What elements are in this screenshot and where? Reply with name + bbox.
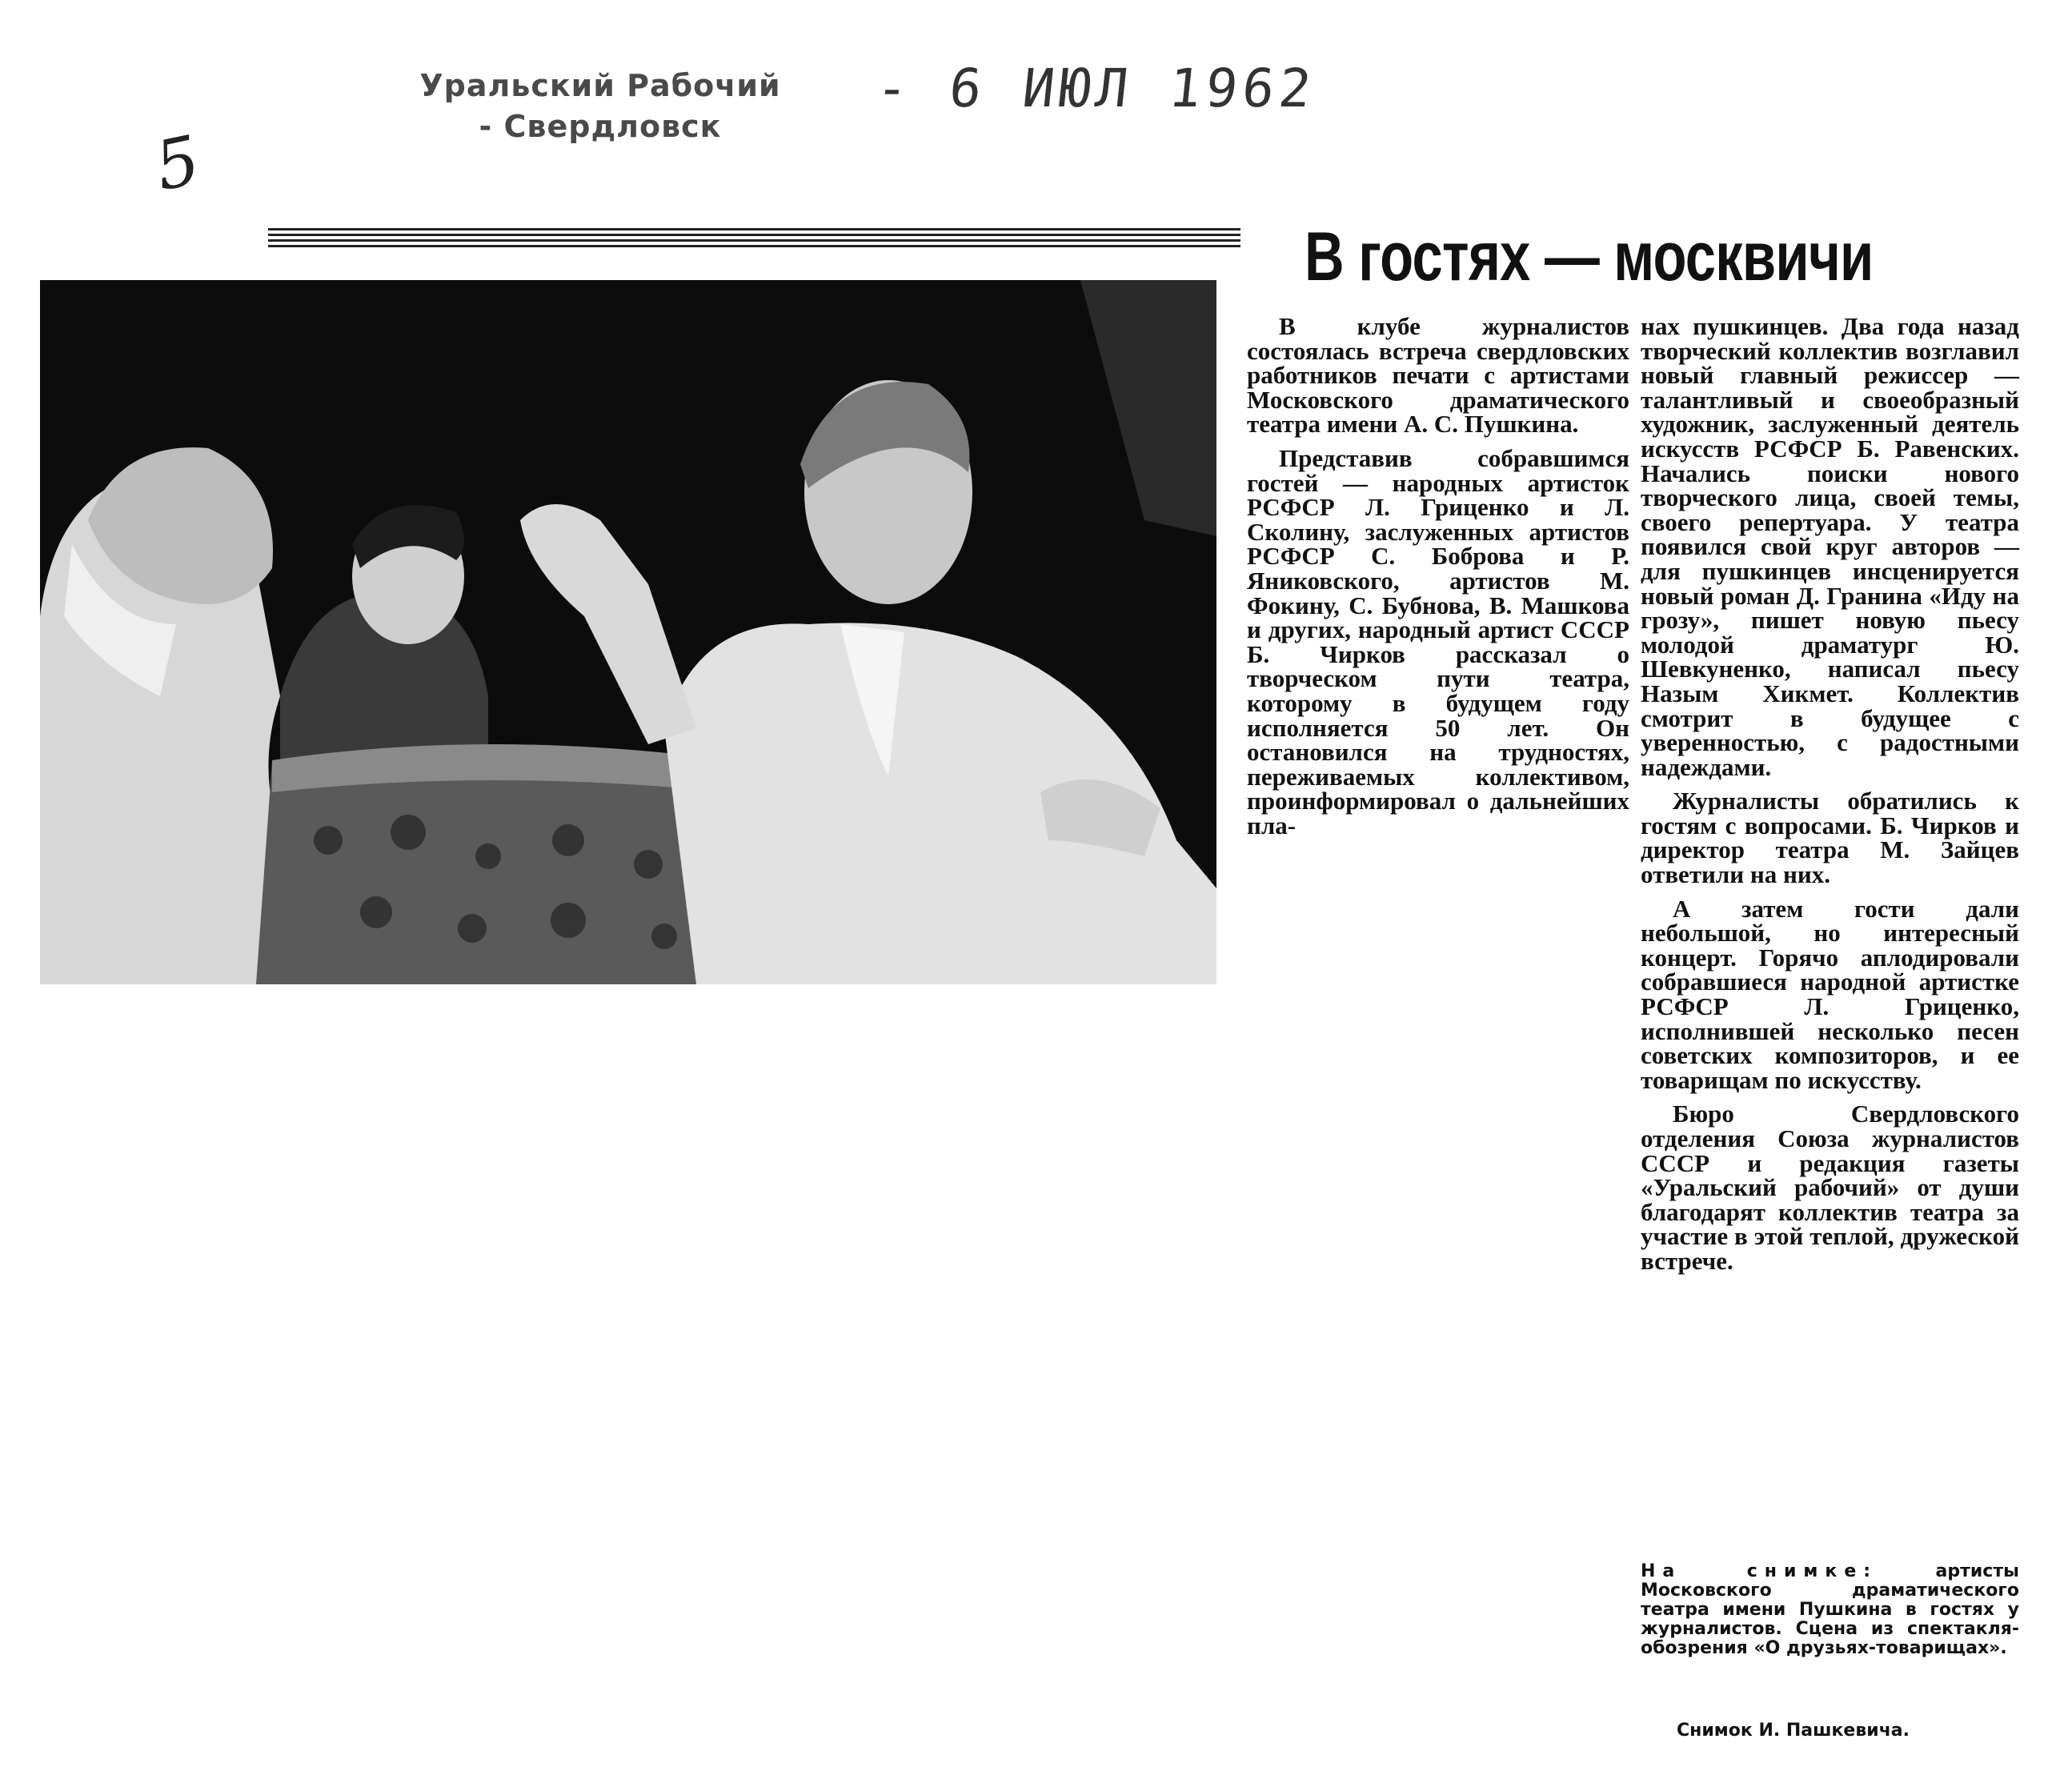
handwritten-folio-number: 5 [148,120,207,206]
photo-credit: Снимок И. Пашкевича. [1677,1721,1910,1741]
article-column-2 [1641,312,2019,1284]
paragraph: В клубе журналистов состоялась встреча свердловских работников печати с артистами Московского драматического театра имени А. С. Пушкина. [1247,312,1629,439]
caption-text: артисты Московского драматического театра имени Пушкина в гостях у журналистов. Сцена из спектакля-обозрения «О друзьях-товарищах». [1641,1561,2019,1658]
photo-caption [1641,1562,2019,1658]
paragraph: А затем гости дали небольшой, но интересный концерт. Горячо аплодировали собравшиеся народной артистке РСФСР Л. Гриценко, исполнившей несколько песен советских композиторов, и ее товарищам по искусству. [1641,894,2019,1094]
newspaper-stamp [416,66,784,148]
article-photo [40,280,1216,984]
paragraph-continued: нах пушкинцев. Два года назад творческий коллектив возглавил новый главный режиссер — талантливый и своеобразный художник, заслуженный деятель искусств РСФСР Б. Равенских. Начались поиски нового творческого лица, своей темы, своего репертуара. У театра появился свой круг авторов — для пушкинцев инсценируется новый роман Д. Гранина «Иду на грозу», пишет новую пьесу молодой драматург Ю. Шевкуненко, написал пьесу Назым Хикмет. Коллектив смотрит в будущее с уверенностью, с радостными надеждами. [1641,312,2019,781]
caption-label: На снимке: [1641,1561,1878,1581]
header-rules [268,228,1240,252]
stamp-newspaper-name: Уральский Рабочий [419,68,781,103]
stamp-city: - Свердловск [479,109,722,145]
article-headline: В гостях — москвичи [1305,218,1874,295]
paragraph: Журналисты обратились к гостям с вопросами. Б. Чирков и директор театра М. Зайцев ответили на них. [1641,787,2019,889]
stamp-date: - 6 ИЮЛ 1962 [872,58,1319,119]
paragraph: Бюро Свердловского отделения Союза журналистов СССР и редакция газеты «Уральский рабочий» от души благодарят коллектив театра за участие в этой теплой, дружеской встрече. [1641,1100,2019,1275]
photo-artists-scene [40,280,1216,984]
article-column-1 [1247,312,1629,847]
paragraph: Представив собравшимся гостей — народных артисток РСФСР Л. Гриценко и Л. Сколину, заслуженных артистов РСФСР С. Боброва и Р. Яниковского, артистов М. Фокину, С. Бубнова, В. Машкова и других, народный артист СССР Б. Чирков рассказал о творческом пути театра, которому в будущем году исполняется 50 лет. Он остановился на трудностях, переживаемых коллективом, проинформировал о дальнейших пла- [1247,443,1629,839]
